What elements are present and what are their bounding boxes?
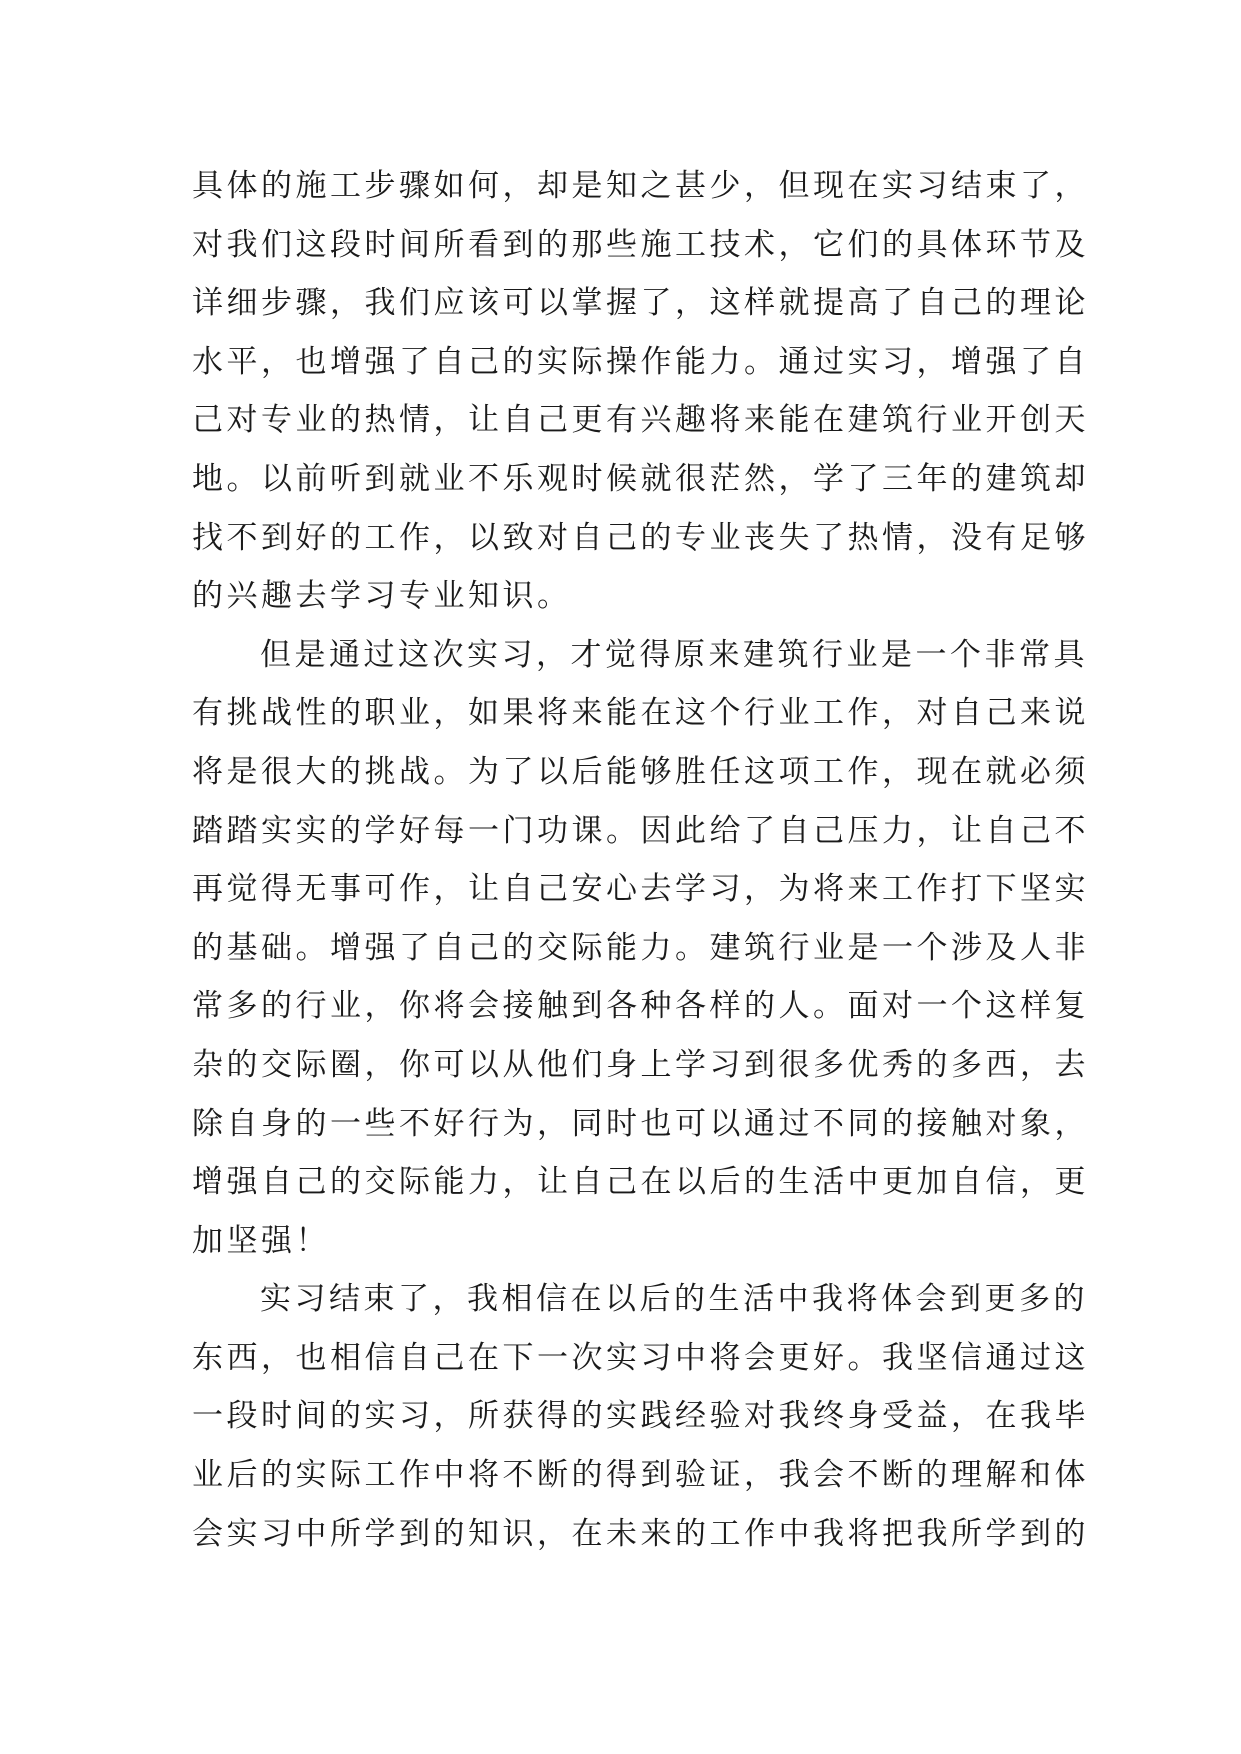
paragraph-1 bbox=[192, 157, 1092, 626]
text-line: 常多的行业，你将会接触到各种各样的人。面对一个这样复 bbox=[192, 988, 1089, 1025]
text-line: 增强自己的交际能力，让自己在以后的生活中更加自信，更 bbox=[192, 1164, 1089, 1201]
text-line: 但是通过这次实习，才觉得原来建筑行业是一个非常具 bbox=[260, 636, 1088, 673]
body-text bbox=[192, 157, 1092, 1563]
paragraph-3 bbox=[192, 1270, 1092, 1563]
text-line: 一段时间的实习，所获得的实践经验对我终身受益，在我毕 bbox=[192, 1398, 1089, 1435]
text-line: 对我们这段时间所看到的那些施工技术，它们的具体环节及 bbox=[192, 226, 1089, 263]
text-line: 将是很大的挑战。为了以后能够胜任这项工作，现在就必须 bbox=[192, 753, 1089, 790]
text-line: 有挑战性的职业，如果将来能在这个行业工作，对自己来说 bbox=[192, 695, 1089, 732]
text-line: 地。以前听到就业不乐观时候就很茫然，学了三年的建筑却 bbox=[192, 460, 1089, 497]
text-line: 的兴趣去学习专业知识。 bbox=[192, 578, 572, 615]
text-line: 己对专业的热情，让自己更有兴趣将来能在建筑行业开创天 bbox=[192, 402, 1089, 439]
text-line: 的基础。增强了自己的交际能力。建筑行业是一个涉及人非 bbox=[192, 929, 1089, 966]
text-line: 杂的交际圈，你可以从他们身上学习到很多优秀的多西，去 bbox=[192, 1046, 1089, 1083]
text-line: 除自身的一些不好行为，同时也可以通过不同的接触对象， bbox=[192, 1105, 1089, 1142]
text-line: 具体的施工步骤如何，却是知之甚少，但现在实习结束了， bbox=[192, 168, 1089, 204]
text-line: 找不到好的工作，以致对自己的专业丧失了热情，没有足够 bbox=[192, 519, 1089, 556]
paragraph-2 bbox=[192, 626, 1092, 1271]
text-line: 详细步骤，我们应该可以掌握了，这样就提高了自己的理论 bbox=[192, 285, 1089, 322]
text-line: 业后的实际工作中将不断的得到验证，我会不断的理解和体 bbox=[192, 1457, 1089, 1494]
text-line: 加坚强！ bbox=[192, 1222, 330, 1259]
text-line: 实习结束了，我相信在以后的生活中我将体会到更多的 bbox=[260, 1281, 1088, 1318]
text-line: 东西，也相信自己在下一次实习中将会更好。我坚信通过这 bbox=[192, 1339, 1089, 1376]
text-line: 再觉得无事可作，让自己安心去学习，为将来工作打下坚实 bbox=[192, 871, 1089, 908]
text-line: 踏踏实实的学好每一门功课。因此给了自己压力，让自己不 bbox=[192, 812, 1089, 849]
text-line: 会实习中所学到的知识，在未来的工作中我将把我所学到的 bbox=[192, 1515, 1089, 1552]
text-line: 水平，也增强了自己的实际操作能力。通过实习，增强了自 bbox=[192, 343, 1089, 380]
